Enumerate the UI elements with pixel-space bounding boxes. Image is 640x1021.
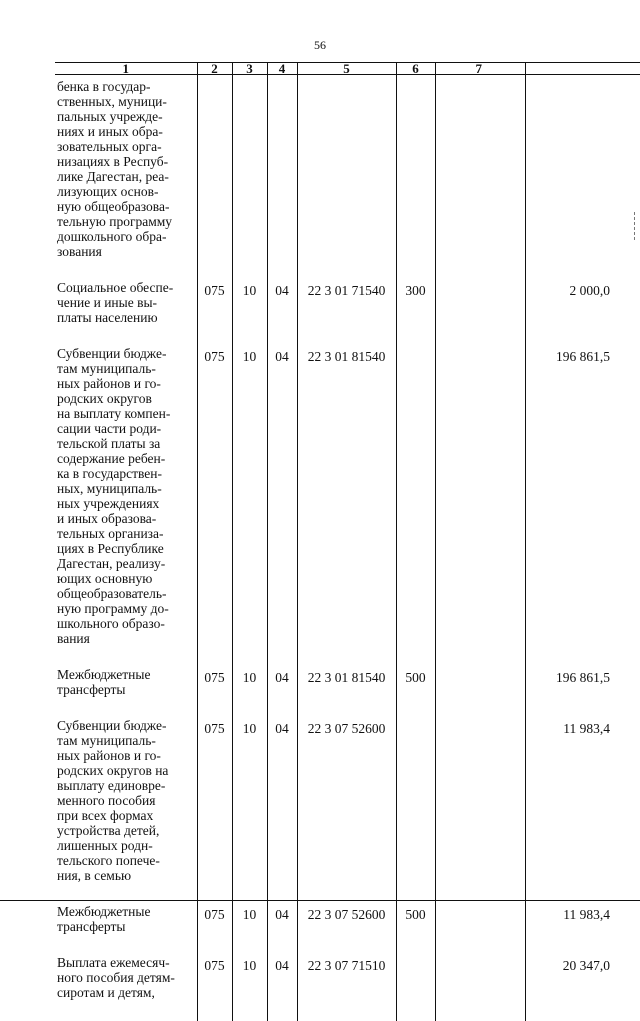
row-blank-cell xyxy=(435,667,525,718)
row-blank-cell xyxy=(435,718,525,904)
row-name: Межбюджетные трансферты xyxy=(55,667,197,718)
header-row xyxy=(55,63,640,75)
row-expense-type xyxy=(396,718,435,904)
row-section-code: 10 xyxy=(232,346,267,667)
row-section-code: 10 xyxy=(232,955,267,1021)
header-col-4: 4 xyxy=(267,63,297,75)
row-target-article: 22 3 07 71510 xyxy=(297,955,396,1021)
table-row xyxy=(55,955,640,1021)
table-row xyxy=(55,667,640,718)
row-target-article xyxy=(297,75,396,281)
row-expense-type: 500 xyxy=(396,667,435,718)
row-blank-cell xyxy=(435,75,525,281)
table-body xyxy=(55,75,640,1021)
row-section-code: 10 xyxy=(232,718,267,904)
row-subsection-code: 04 xyxy=(267,346,297,667)
header-col-1: 1 xyxy=(55,63,197,75)
row-target-article: 22 3 01 71540 xyxy=(297,280,396,346)
row-name: Межбюджетные трансферты xyxy=(55,904,197,955)
row-name: Выплата ежемесяч- ного пособия детям- сиротам и детям, xyxy=(55,955,197,1021)
row-section-code: 10 xyxy=(232,280,267,346)
header-col-8 xyxy=(525,63,640,75)
row-ved-code: 075 xyxy=(197,955,232,1021)
row-expense-type: 500 xyxy=(396,904,435,955)
row-ved-code: 075 xyxy=(197,904,232,955)
row-amount: 2 000,0 xyxy=(525,280,640,346)
row-blank-cell xyxy=(435,280,525,346)
row-name: Субвенции бюдже- там муниципаль- ных районов и го- родских округов на выплату единовре- менного пособия при всех формах устройства детей, лишенных родн- тельского попече- ния, в семью xyxy=(55,718,197,904)
row-amount xyxy=(525,75,640,281)
row-subsection-code: 04 xyxy=(267,955,297,1021)
row-target-article: 22 3 01 81540 xyxy=(297,346,396,667)
row-blank-cell xyxy=(435,955,525,1021)
row-subsection-code: 04 xyxy=(267,667,297,718)
table-row xyxy=(55,75,640,281)
row-expense-type xyxy=(396,955,435,1021)
header-col-6: 6 xyxy=(396,63,435,75)
row-section-code xyxy=(232,75,267,281)
row-subsection-code xyxy=(267,75,297,281)
row-amount: 11 983,4 xyxy=(525,718,640,904)
page-number: 56 xyxy=(0,38,640,53)
table-row xyxy=(55,718,640,904)
table-row xyxy=(55,280,640,346)
row-ved-code: 075 xyxy=(197,346,232,667)
row-blank-cell xyxy=(435,904,525,955)
header-col-2: 2 xyxy=(197,63,232,75)
row-ved-code xyxy=(197,75,232,281)
table-row xyxy=(55,346,640,667)
row-amount: 11 983,4 xyxy=(525,904,640,955)
row-target-article: 22 3 07 52600 xyxy=(297,904,396,955)
row-blank-cell xyxy=(435,346,525,667)
row-target-article: 22 3 01 81540 xyxy=(297,667,396,718)
row-name: бенка в государ- ственных, муници- пальных учрежде- ниях и иных обра- зовательных орга- низациях в Респуб- лике Дагестан, реа- лизующих основ- ную общеобразова- тельную программу дошкольного обра- зования xyxy=(55,75,197,281)
row-expense-type xyxy=(396,75,435,281)
row-ved-code: 075 xyxy=(197,667,232,718)
row-amount: 20 347,0 xyxy=(525,955,640,1021)
header-col-7: 7 xyxy=(435,63,525,75)
row-section-code: 10 xyxy=(232,667,267,718)
table-row xyxy=(55,904,640,955)
row-ved-code: 075 xyxy=(197,280,232,346)
row-amount: 196 861,5 xyxy=(525,346,640,667)
row-amount: 196 861,5 xyxy=(525,667,640,718)
row-section-code: 10 xyxy=(232,904,267,955)
row-expense-type xyxy=(396,346,435,667)
row-subsection-code: 04 xyxy=(267,904,297,955)
row-name: Субвенции бюдже- там муниципаль- ных районов и го- родских округов на выплату компен- сации части роди- тельской платы за содержание ребен- ка в государствен- ных, муниципаль- ных учреждениях и иных образова- тельных организа- циях в Республике Дагестан, реализу- ющих основную общеобразователь- ную программу до- школьного образо- вания xyxy=(55,346,197,667)
row-subsection-code: 04 xyxy=(267,280,297,346)
header-col-3: 3 xyxy=(232,63,267,75)
bottom-edge-line xyxy=(0,900,640,901)
row-subsection-code: 04 xyxy=(267,718,297,904)
budget-table xyxy=(55,62,640,1021)
row-name: Социальное обеспе- чение и иные вы- платы населению xyxy=(55,280,197,346)
scan-mark xyxy=(634,212,637,240)
row-target-article: 22 3 07 52600 xyxy=(297,718,396,904)
row-ved-code: 075 xyxy=(197,718,232,904)
row-expense-type: 300 xyxy=(396,280,435,346)
header-col-5: 5 xyxy=(297,63,396,75)
